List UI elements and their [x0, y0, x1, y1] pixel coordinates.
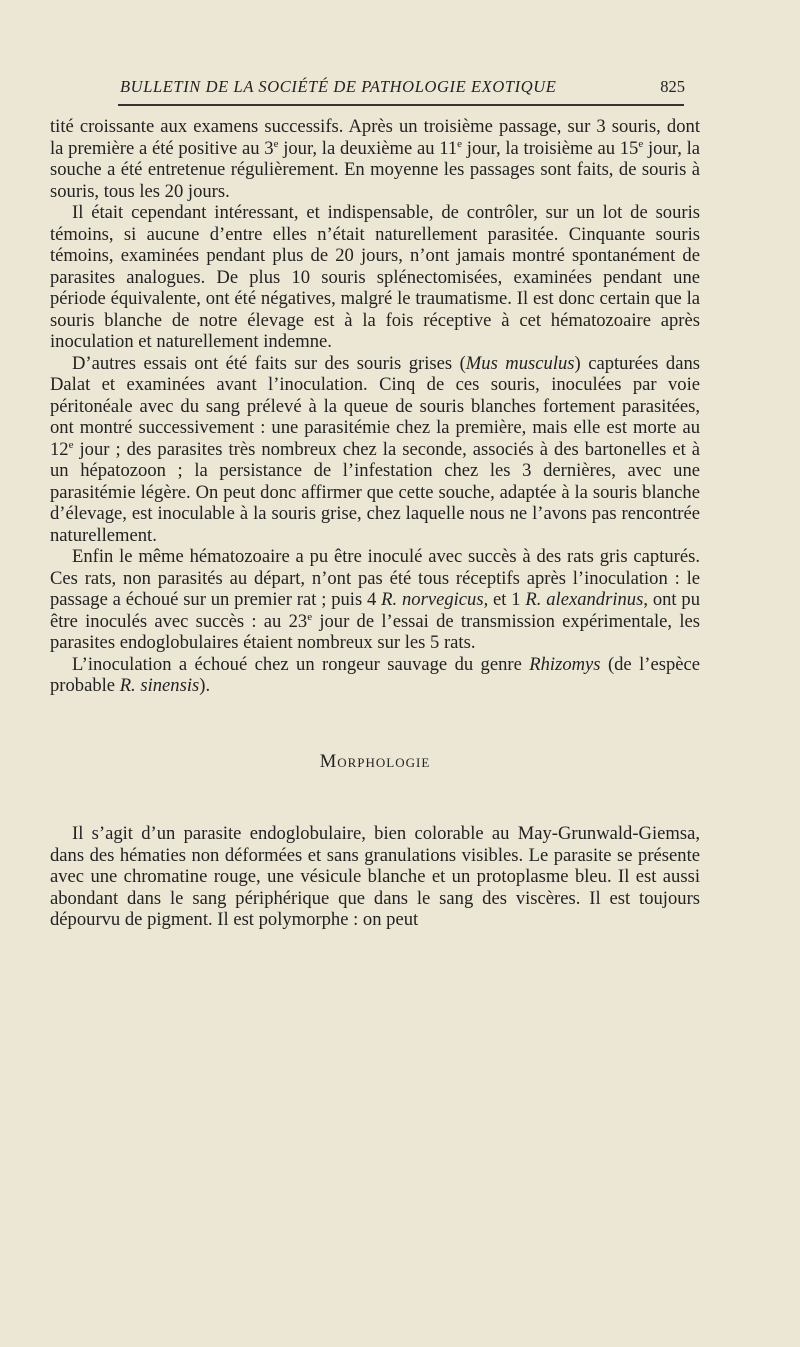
paragraph-3: D’autres essais ont été faits sur des souris grises (Mus musculus) capturées dans Dalat et examinées avant l’inoculation. Cinq de ces souris, inoculées par voie péritonéale avec du sang prélevé à la queue de souris blanches fortement parasitées, ont montré successivement : une parasitémie chez la première, mais elle est morte au 12e jour ; des parasites très nombreux chez la seconde, associés à des bartonelles et à un hépatozoon ; la persistance de l’infestation chez les 3 dernières, avec une parasitémie légère. On peut donc affirmer que cette souche, adaptée à la souris blanche d’élevage, est inoculable à la souris grise, chez laquelle nous ne l’avons pas rencontrée naturellement. — [50, 352, 700, 546]
paragraph-5: L’inoculation a échoué chez un rongeur sauvage du genre Rhizomys (de l’espèce probable R. sinensis). — [50, 653, 700, 696]
paragraph-2: Il était cependant intéressant, et indispensable, de contrôler, sur un lot de souris témoins, si aucune d’entre elles n’était naturellement parasitée. Cinquante souris témoins, examinées pendant plus de 20 jours, n’ont jamais montré spontanément de parasites analogues. De plus 10 souris splénectomisées, examinées pendant une période équivalente, ont été négatives, malgré le traumatisme. Il est donc certain que la souris blanche de notre élevage est à la fois réceptive à cet hématozoaire après inoculation et naturellement indemne. — [50, 202, 700, 352]
article-body — [50, 116, 700, 931]
species-name: R. sinensis — [119, 675, 200, 696]
species-name: Mus musculus — [465, 352, 575, 374]
running-head: BULLETIN DE LA SOCIÉTÉ DE PATHOLOGIE EXOTIQUE — [120, 77, 557, 96]
paragraph-1: tité croissante aux examens successifs. Après un troisième passage, sur 3 souris, dont la première a été positive au 3e jour, la deuxième au 11e jour, la troisième au 15e jour, la souche a été entretenue régulièrement. En moyenne les passages sont faits, de souris à souris, tous les 20 jours. — [50, 116, 700, 202]
section-title: Morphologie — [319, 750, 431, 772]
species-name: R. norvegicus — [381, 589, 484, 610]
header-rule — [118, 104, 684, 106]
species-name: R. alexandrinus — [525, 589, 644, 610]
genus-name: Rhizomys — [529, 653, 601, 675]
page-header — [120, 77, 685, 101]
paragraph-6: Il s’agit d’un parasite endoglobulaire, bien colorable au May-Grunwald-Giemsa, dans des hématies non déformées et sans granulations visibles. Le parasite se présente avec une chromatine rouge, une vésicule blanche et un protoplasme bleu. Il est aussi abondant dans le sang périphérique que dans le sang des viscères. Il est toujours dépourvu de pigment. Il est polymorphe : on peut — [50, 823, 700, 930]
page-number: 825 — [660, 77, 685, 96]
paragraph-4: Enfin le même hématozoaire a pu être inoculé avec succès à des rats gris capturés. Ces rats, non parasités au départ, n’ont pas été tous réceptifs après l’inoculation : le passage a échoué sur un premier rat ; puis 4 R. norvegicus, et 1 R. alexandrinus, ont pu être inoculés avec succès : au 23e jour de l’essai de transmission expérimentale, les parasites endoglobulaires étaient nombreux sur les 5 rats. — [50, 546, 700, 653]
